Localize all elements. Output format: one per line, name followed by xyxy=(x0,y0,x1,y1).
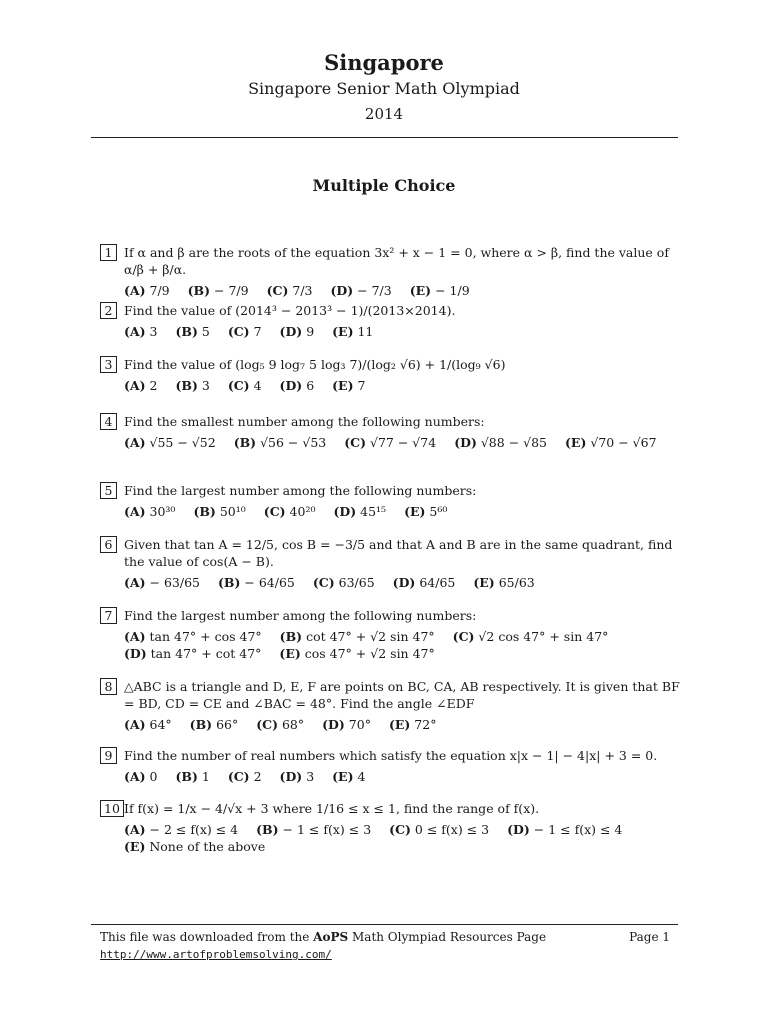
choice-label: (D) xyxy=(330,283,354,298)
choice-label: (C) xyxy=(389,822,411,837)
choice-value: √70 − √67 xyxy=(590,435,657,450)
choice-label: (B) xyxy=(233,435,257,450)
problem-5 xyxy=(100,482,680,520)
answer-choice xyxy=(507,821,622,838)
choice-value: cot 47° + √2 sin 47° xyxy=(306,629,435,644)
answer-choice xyxy=(280,377,315,394)
answer-choices xyxy=(124,768,680,785)
choice-label: (B) xyxy=(256,822,279,837)
problem-number: 8 xyxy=(100,678,117,695)
answer-choice xyxy=(333,503,386,520)
choice-label: (A) xyxy=(124,504,146,519)
choice-value: − 2 ≤ f(x) ≤ 4 xyxy=(149,822,239,837)
answer-choice xyxy=(124,838,265,855)
answer-choice xyxy=(565,434,657,451)
answer-choice xyxy=(404,503,447,520)
answer-choice xyxy=(175,768,209,785)
choice-label: (B) xyxy=(218,575,241,590)
answer-choices xyxy=(124,377,680,394)
choice-label: (A) xyxy=(124,378,146,393)
problem-9 xyxy=(100,747,680,785)
problem-number: 10 xyxy=(100,800,124,817)
answer-choice xyxy=(332,377,365,394)
choice-label: (C) xyxy=(227,378,250,393)
choice-label: (D) xyxy=(333,504,357,519)
answer-choice xyxy=(124,503,175,520)
choice-label: (C) xyxy=(227,324,250,339)
problem-3 xyxy=(100,356,680,394)
choice-label: (B) xyxy=(175,769,198,784)
choice-label: (C) xyxy=(227,769,250,784)
choice-label: (D) xyxy=(322,717,345,732)
choice-value: 3 xyxy=(149,324,158,339)
choice-label: (A) xyxy=(124,717,146,732)
choice-value: tan 47° + cos 47° xyxy=(149,629,262,644)
problem-statement: Find the value of (log₅ 9 log₇ 5 log₃ 7)/(log₂ √6) + 1/(log₉ √6) xyxy=(124,357,506,372)
choice-label: (A) xyxy=(124,822,146,837)
answer-choice xyxy=(322,716,371,733)
choice-value: 7/3 xyxy=(292,283,313,298)
answer-choice xyxy=(267,282,313,299)
choice-value: tan 47° + cot 47° xyxy=(150,646,262,661)
answer-choice xyxy=(175,377,209,394)
choice-label: (B) xyxy=(175,324,198,339)
footer-link[interactable]: http://www.artofproblemsolving.com/ xyxy=(100,948,332,961)
choice-label: (E) xyxy=(332,378,354,393)
section-title: Multiple Choice xyxy=(312,176,456,195)
problem-number: 9 xyxy=(100,747,117,764)
choice-value: 9 xyxy=(306,324,315,339)
answer-choice xyxy=(188,282,249,299)
choice-value: 11 xyxy=(357,324,374,339)
answer-choice xyxy=(124,574,200,591)
answer-choices xyxy=(124,282,680,299)
choice-label: (E) xyxy=(124,839,146,854)
choice-label: (E) xyxy=(409,283,432,298)
choice-value: 30³⁰ xyxy=(149,504,176,519)
answer-choice xyxy=(332,323,373,340)
choice-label: (D) xyxy=(279,378,303,393)
answer-choice xyxy=(454,434,547,451)
choice-value: − 1 ≤ f(x) ≤ 4 xyxy=(533,822,623,837)
choice-value: 7 xyxy=(253,324,262,339)
choice-value: 3 xyxy=(201,378,210,393)
choice-label: (E) xyxy=(279,646,301,661)
choice-value: 7/9 xyxy=(149,283,170,298)
problem-2 xyxy=(100,302,680,340)
page-number: Page 1 xyxy=(629,930,670,944)
choice-value: 72° xyxy=(414,717,437,732)
footer-text-before: This file was downloaded from the xyxy=(100,930,314,944)
choice-value: 5⁶⁰ xyxy=(429,504,448,519)
choice-label: (C) xyxy=(266,283,289,298)
choice-label: (A) xyxy=(124,575,146,590)
answer-choices xyxy=(124,716,680,733)
answer-choice xyxy=(280,628,435,645)
answer-choice xyxy=(190,716,239,733)
choice-label: (C) xyxy=(452,629,475,644)
answer-choices xyxy=(124,434,680,451)
choice-label: (D) xyxy=(279,769,303,784)
choice-label: (C) xyxy=(263,504,286,519)
problem-number: 5 xyxy=(100,482,117,499)
choice-label: (B) xyxy=(187,283,211,298)
choice-value: − 1 ≤ f(x) ≤ 3 xyxy=(282,822,372,837)
choice-label: (A) xyxy=(124,435,146,450)
choice-label: (E) xyxy=(388,717,411,732)
answer-choices xyxy=(124,821,680,855)
answer-choice xyxy=(124,645,261,662)
choice-label: (A) xyxy=(124,769,146,784)
answer-choice xyxy=(124,434,216,451)
choice-label: (A) xyxy=(124,629,146,644)
choice-value: 6 xyxy=(306,378,315,393)
answer-choice xyxy=(124,628,262,645)
problem-statement: Find the smallest number among the following numbers: xyxy=(124,414,485,429)
choice-label: (C) xyxy=(256,717,278,732)
answer-choice xyxy=(410,282,470,299)
choice-value: √88 − √85 xyxy=(480,435,548,450)
problem-number: 4 xyxy=(100,413,117,430)
choice-value: 65/63 xyxy=(498,575,535,590)
choice-label: (D) xyxy=(279,324,303,339)
choice-value: 4 xyxy=(253,378,262,393)
choice-value: 64° xyxy=(149,717,172,732)
answer-choice xyxy=(393,574,456,591)
problem-10 xyxy=(100,800,680,855)
choice-value: √77 − √74 xyxy=(370,435,437,450)
answer-choice xyxy=(124,768,157,785)
problem-number: 7 xyxy=(100,607,117,624)
choice-label: (E) xyxy=(404,504,426,519)
choice-label: (C) xyxy=(344,435,367,450)
choice-value: 40²⁰ xyxy=(289,504,316,519)
choice-value: − 63/65 xyxy=(149,575,200,590)
year: 2014 xyxy=(364,105,404,123)
country-title: Singapore xyxy=(324,50,444,75)
footer-note xyxy=(100,930,546,944)
answer-choices xyxy=(124,503,680,520)
choice-value: None of the above xyxy=(149,839,266,854)
choice-label: (E) xyxy=(473,575,495,590)
answer-choice xyxy=(256,716,304,733)
problem-statement: Find the largest number among the following numbers: xyxy=(124,608,477,623)
choice-label: (E) xyxy=(332,324,354,339)
problem-4 xyxy=(100,413,680,451)
choice-label: (B) xyxy=(189,717,213,732)
answer-choices xyxy=(124,323,680,340)
choice-label: (B) xyxy=(175,378,198,393)
choice-value: 3 xyxy=(306,769,315,784)
problem-8 xyxy=(100,678,680,733)
problem-statement: Find the value of (2014³ − 2013³ − 1)/(2013×2014). xyxy=(124,303,456,318)
answer-choice xyxy=(234,434,327,451)
choice-label: (B) xyxy=(193,504,216,519)
answer-choice xyxy=(332,768,365,785)
problem-6 xyxy=(100,536,680,591)
answer-choice xyxy=(228,377,262,394)
problem-statement: △ABC is a triangle and D, E, F are points on BC, CA, AB respectively. It is given that BF = BD, CD = CE and ∠BAC = 48°. Find the angle ∠EDF xyxy=(124,679,680,711)
answer-choice xyxy=(473,574,534,591)
choice-value: √56 − √53 xyxy=(260,435,327,450)
choice-label: (D) xyxy=(392,575,416,590)
answer-choice xyxy=(124,282,170,299)
problem-number: 6 xyxy=(100,536,117,553)
answer-choice xyxy=(280,323,315,340)
choice-value: cos 47° + √2 sin 47° xyxy=(304,646,435,661)
answer-choices xyxy=(124,628,680,662)
choice-value: 45¹⁵ xyxy=(360,504,387,519)
choice-label: (A) xyxy=(124,324,146,339)
answer-choice xyxy=(279,645,434,662)
answer-choice xyxy=(344,434,436,451)
choice-label: (E) xyxy=(332,769,354,784)
footer-text-after: Math Olympiad Resources Page xyxy=(348,930,547,944)
competition-title: Singapore Senior Math Olympiad xyxy=(248,79,520,98)
choice-label: (B) xyxy=(279,629,303,644)
answer-choice xyxy=(124,821,238,838)
choice-value: 5 xyxy=(201,324,210,339)
choice-value: 50¹⁰ xyxy=(219,504,246,519)
answer-choice xyxy=(256,821,371,838)
choice-label: (E) xyxy=(565,435,587,450)
choice-value: 2 xyxy=(149,378,158,393)
answer-choice xyxy=(218,574,295,591)
problem-7 xyxy=(100,607,680,662)
problem-number: 1 xyxy=(100,244,117,261)
header-rule xyxy=(91,137,678,138)
choice-value: − 7/3 xyxy=(357,283,392,298)
choice-label: (C) xyxy=(312,575,335,590)
problem-statement: Find the number of real numbers which satisfy the equation x|x − 1| − 4|x| + 3 = 0. xyxy=(124,748,658,763)
answer-choice xyxy=(228,768,262,785)
answer-choice xyxy=(124,323,157,340)
answer-choice xyxy=(280,768,315,785)
choice-value: − 1/9 xyxy=(435,283,470,298)
choice-value: 0 ≤ f(x) ≤ 3 xyxy=(414,822,490,837)
choice-value: 63/65 xyxy=(338,575,375,590)
choice-label: (D) xyxy=(124,646,147,661)
choice-value: 0 xyxy=(149,769,158,784)
choice-value: 7 xyxy=(357,378,366,393)
answer-choice xyxy=(264,503,316,520)
choice-value: 66° xyxy=(216,717,239,732)
problem-number: 2 xyxy=(100,302,117,319)
choice-value: 64/65 xyxy=(419,575,456,590)
choice-value: √55 − √52 xyxy=(149,435,216,450)
answer-choice xyxy=(228,323,262,340)
footer-rule xyxy=(91,924,678,925)
choice-label: (A) xyxy=(124,283,146,298)
answer-choice xyxy=(331,282,392,299)
choice-value: 4 xyxy=(357,769,366,784)
answer-choice xyxy=(389,821,489,838)
problem-statement: If f(x) = 1/x − 4/√x + 3 where 1/16 ≤ x ≤ 1, find the range of f(x). xyxy=(124,801,540,816)
problem-statement: Find the largest number among the following numbers: xyxy=(124,483,477,498)
choice-value: − 64/65 xyxy=(244,575,295,590)
choice-value: 2 xyxy=(253,769,262,784)
answer-choice xyxy=(124,716,172,733)
answer-choice xyxy=(175,323,209,340)
answer-choice xyxy=(453,628,609,645)
answer-choice xyxy=(313,574,375,591)
choice-label: (D) xyxy=(454,435,477,450)
choice-value: 1 xyxy=(201,769,210,784)
problem-1 xyxy=(100,244,680,299)
problem-statement: Given that tan A = 12/5, cos B = −3/5 and that A and B are in the same quadrant, find the value of cos(A − B). xyxy=(124,537,673,569)
choice-value: − 7/9 xyxy=(214,283,249,298)
choice-value: 70° xyxy=(348,717,371,732)
answer-choice xyxy=(389,716,437,733)
problem-statement: If α and β are the roots of the equation 3x² + x − 1 = 0, where α > β, find the value of α/β + β/α. xyxy=(124,245,669,277)
answer-choices xyxy=(124,574,680,591)
answer-choice xyxy=(124,377,157,394)
choice-value: 68° xyxy=(281,717,305,732)
answer-choice xyxy=(193,503,245,520)
choice-label: (D) xyxy=(507,822,530,837)
problem-number: 3 xyxy=(100,356,117,373)
choice-value: √2 cos 47° + sin 47° xyxy=(478,629,609,644)
footer-brand: AoPS xyxy=(313,930,349,944)
